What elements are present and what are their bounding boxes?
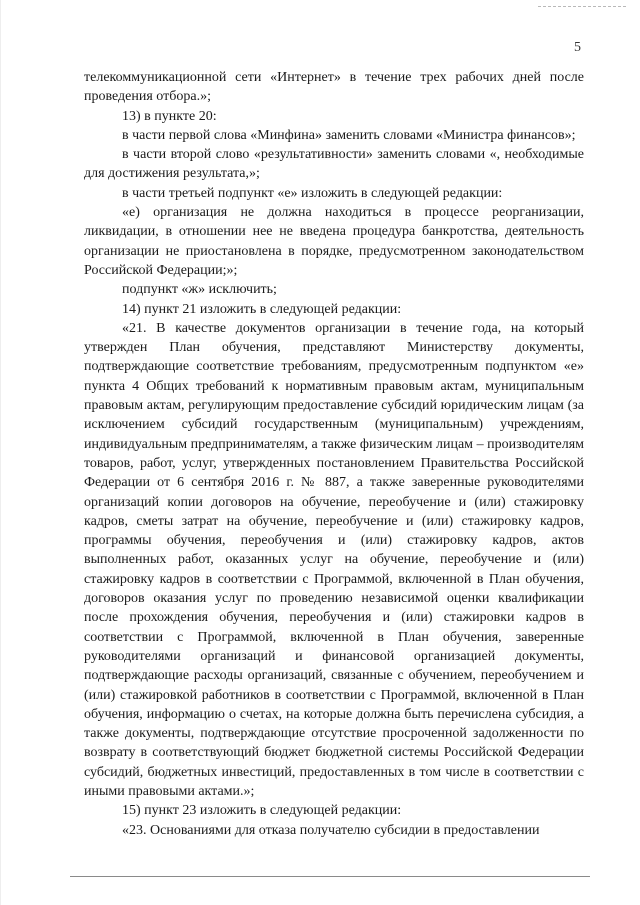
paragraph-item-15: 15) пункт 23 изложить в следующей редакции: bbox=[122, 803, 402, 819]
paragraph-subitem-zh: подпункт «ж» исключить; bbox=[122, 282, 277, 298]
paragraph-clause-23: «23. Основаниями для отказа получателю субсидии в предоставлении bbox=[122, 822, 540, 838]
paragraph-clause-21: «21. В качестве документов организации в течение года, на который утвержден План обучения, представляют Министерству документы, подтверждающие соответствие требованиям, предусмотренным подпунктом «е» пункта 4 Общих требований к нормативным правовым актам, муниципальным правовым актам, регулирующим предоставление субсидий юридическим лицам (за исключением субсидий государственным (муниципальным) учреждениям, индивидуальным предпринимателям, а также физическим лицам – производителям товаров, работ, услуг, утвержденных постановлением Правительства Российской Федерации от 6 сентября 2016 г. № 887, а также заверенные руководителями организаций копии договоров на обучение, переобучение и (или) стажировку кадров, сметы затрат на обучение, переобучение и (или) стажировку кадров, программы обучения, переобучения и (или) стажировку кадров, актов выполненных работ, оказанных услуг на обучение, переобучение и (или) стажировку кадров в соответствии с Программой, включенной в План обучения, договоров оказания услуг по проведению независимой оценки квалификации после прохождения обучения, переобучения и (или) стажировки кадров в соответствии с Программой, включенной в План обучения, заверенные руководителями организаций и финансовой организацией документы, подтверждающие расходы организаций, связанные с обучением, переобучением и (или) стажировкой работников в соответствии с Программой, включенной в План обучения, информацию о счетах, на которые должна быть перечислена субсидия, а также документы, подтверждающие отсутствие просроченной задолженности по возврату в соответствующий бюджет бюджетной системы Российской Федерации субсидий, бюджетных инвестиций, предоставленных в том числе в соответствии с иными правовыми актами.»; bbox=[84, 320, 584, 799]
scan-artifact-mark bbox=[538, 6, 626, 8]
paragraph-part-one: в части первой слова «Минфина» заменить словами «Министра финансов»; bbox=[122, 127, 576, 143]
paragraph-item-13: 13) в пункте 20: bbox=[122, 108, 217, 124]
page-number: 5 bbox=[574, 40, 581, 55]
paragraph-item-14: 14) пункт 21 изложить в следующей редакции: bbox=[122, 301, 402, 317]
document-body bbox=[84, 68, 584, 840]
paragraph-subitem-e: «е) организация не должна находиться в процессе реорганизации, ликвидации, в отношении нее не введена процедура банкротства, деятельность организации не приостановлена в порядке, предусмотренном законодательством Российской Федерации;»; bbox=[84, 205, 584, 278]
paragraph-part-two: в части второй слово «результативности» заменить словами «, необходимые для достижения результата,»; bbox=[84, 147, 584, 182]
bottom-divider bbox=[70, 876, 590, 877]
paragraph-continuation: телекоммуникационной сети «Интернет» в течение трех рабочих дней после проведения отбора.»; bbox=[84, 70, 584, 105]
paragraph-part-three: в части третьей подпункт «е» изложить в следующей редакции: bbox=[122, 185, 503, 201]
